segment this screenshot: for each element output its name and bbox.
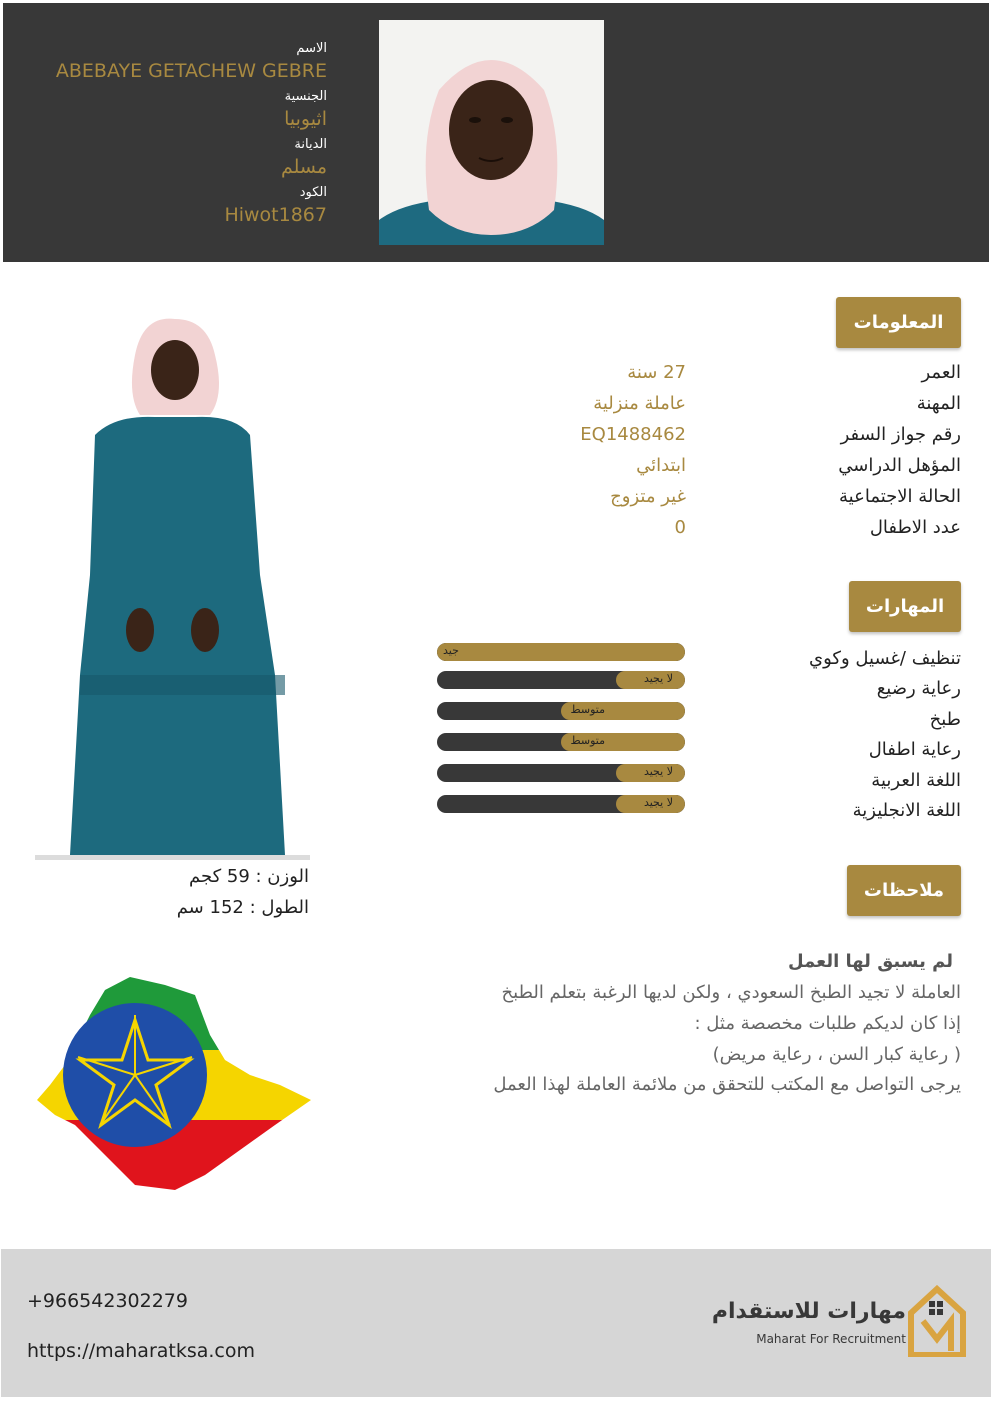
name-value: ABEBAYE GETACHEW GEBRE bbox=[55, 60, 327, 82]
logo-house-icon bbox=[907, 1285, 967, 1357]
notes-section-title: ملاحظات bbox=[847, 865, 961, 916]
skill-level-text: لا يجيد bbox=[643, 672, 673, 685]
logo-text-en: Maharat For Recruitment bbox=[756, 1332, 906, 1346]
skill-label-child-care: رعاية اطفال bbox=[868, 739, 961, 760]
skill-bar-child-care bbox=[437, 733, 685, 751]
education-value: ابتدائي bbox=[636, 455, 686, 476]
skill-label-english: اللغة الانجليزية bbox=[852, 800, 961, 821]
code-value: Hiwot1867 bbox=[224, 204, 327, 226]
age-value: 27 سنة bbox=[627, 362, 686, 383]
skill-bar-fill bbox=[437, 643, 685, 661]
code-label: الكود bbox=[299, 185, 327, 200]
skill-bar-cooking bbox=[437, 702, 685, 720]
ethiopia-flag-map bbox=[35, 975, 311, 1195]
height: الطول : 152 سم bbox=[176, 897, 309, 918]
passport-value: EQ1488462 bbox=[580, 424, 686, 445]
profession-label: المهنة bbox=[916, 393, 961, 414]
skill-level-text: لا يجيد bbox=[643, 765, 673, 778]
info-section-title: المعلومات bbox=[836, 297, 961, 348]
skill-label-arabic: اللغة العربية bbox=[871, 770, 961, 791]
children-value: 0 bbox=[674, 517, 686, 538]
education-label: المؤهل الدراسي bbox=[838, 455, 961, 476]
skill-bar-arabic bbox=[437, 764, 685, 782]
skill-bar-baby-care bbox=[437, 671, 685, 689]
notes-line: يرجى التواصل مع المكتب للتحقق من ملائمة العاملة لهذا العمل bbox=[493, 1074, 961, 1095]
skill-level-text: متوسط bbox=[570, 734, 605, 747]
weight: الوزن : 59 كجم bbox=[189, 866, 309, 887]
skills-section-title: المهارات bbox=[849, 581, 961, 632]
children-label: عدد الاطفال bbox=[869, 517, 961, 538]
marital-status-label: الحالة الاجتماعية bbox=[839, 486, 961, 507]
skill-level-text: لا يجيد bbox=[643, 796, 673, 809]
portrait-photo bbox=[379, 20, 604, 245]
footer bbox=[1, 1249, 991, 1397]
passport-label: رقم جواز السفر bbox=[840, 424, 961, 445]
marital-status-value: غير متزوج bbox=[610, 486, 686, 507]
notes-line: ( رعاية كبار السن ، رعاية مريض) bbox=[712, 1044, 961, 1065]
phone-number[interactable]: +966542302279 bbox=[27, 1290, 188, 1312]
header-info bbox=[27, 41, 327, 226]
skill-bar-english bbox=[437, 795, 685, 813]
religion-label: الديانة bbox=[294, 137, 327, 152]
company-logo bbox=[711, 1285, 971, 1360]
logo-text-ar: مهارات للاستقدام bbox=[711, 1299, 906, 1324]
skill-label-cooking: طبخ bbox=[929, 709, 961, 730]
skill-label-cleaning: تنظيف /غسيل وكوي bbox=[809, 648, 961, 669]
notes-heading: لم يسبق لها العمل bbox=[788, 951, 953, 972]
skill-bar-cleaning bbox=[437, 643, 685, 661]
nationality-value: اثيوبيا bbox=[284, 108, 327, 130]
age-label: العمر bbox=[921, 362, 961, 383]
notes-line: العاملة لا تجيد الطبخ السعودي ، ولكن لديها الرغبة بتعلم الطبخ bbox=[501, 982, 961, 1003]
name-label: الاسم bbox=[296, 41, 327, 56]
profession-value: عاملة منزلية bbox=[593, 393, 686, 414]
full-body-photo bbox=[35, 315, 310, 860]
notes-line: إذا كان لديكم طلبات مخصصة مثل : bbox=[694, 1013, 961, 1034]
skill-level-text: جيد bbox=[443, 644, 459, 657]
skill-level-text: متوسط bbox=[570, 703, 605, 716]
nationality-label: الجنسية bbox=[284, 89, 327, 104]
website-link[interactable]: https://maharatksa.com bbox=[27, 1340, 256, 1362]
religion-value: مسلم bbox=[280, 156, 327, 178]
skill-label-baby-care: رعاية رضيع bbox=[876, 678, 961, 699]
